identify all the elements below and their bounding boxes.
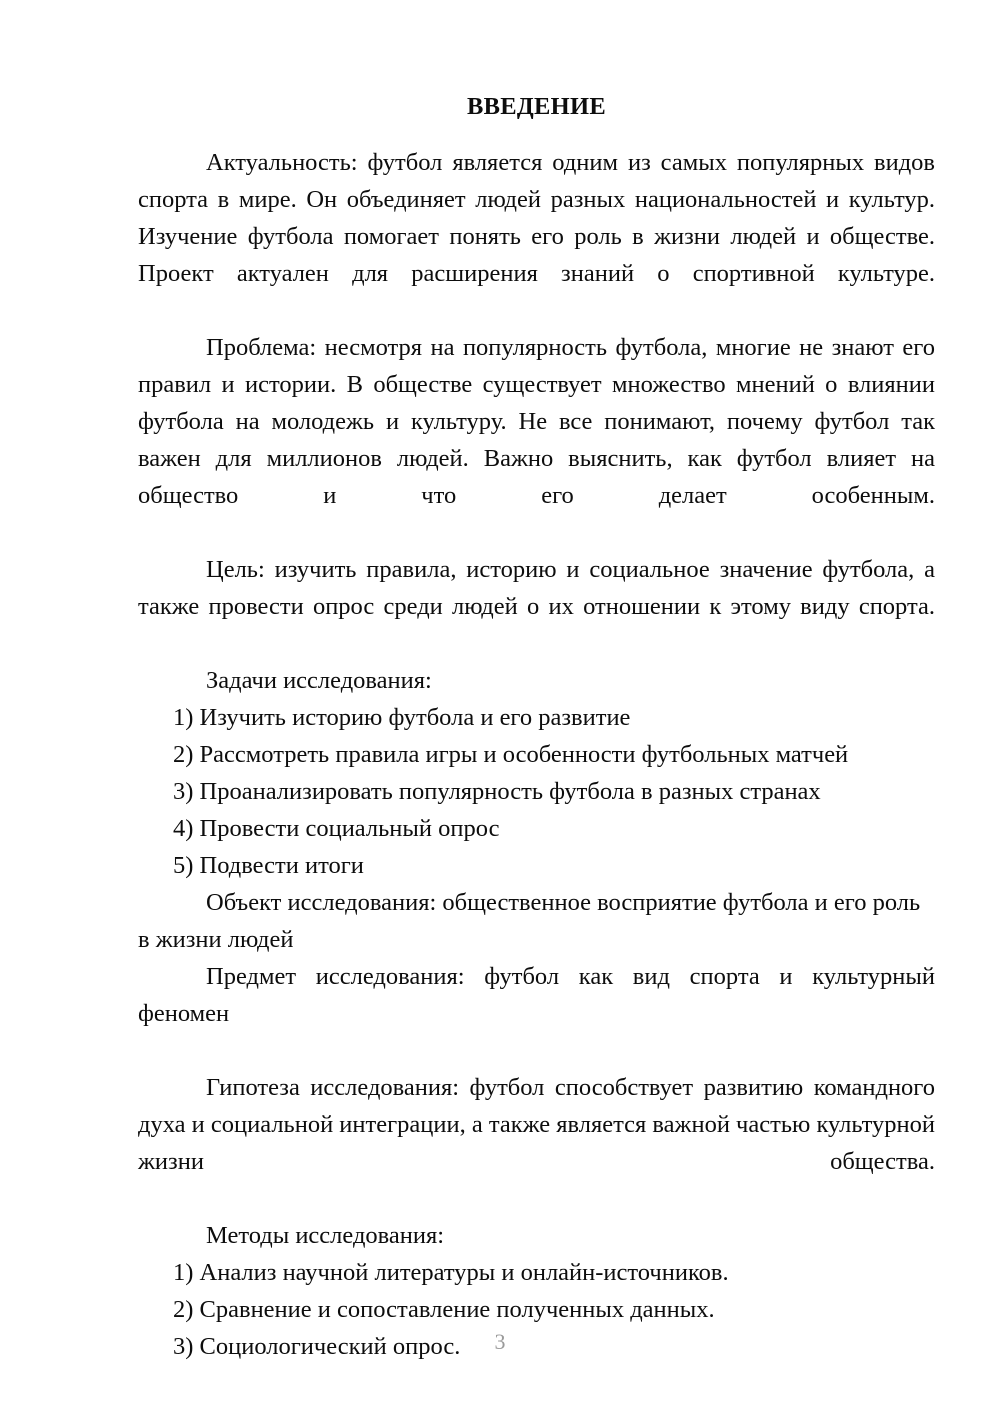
list-item: 5) Подвести итоги (173, 852, 364, 879)
page-number: 3 (494, 1329, 506, 1354)
paragraph-goal: Цель: изучить правила, историю и социальное значение футбола, а также провести опрос среди людей о их отношении к этому виду спорта. (138, 556, 935, 620)
list-item: 2) Рассмотреть правила игры и особенности футбольных матчей (173, 741, 849, 768)
list-item: 1) Анализ научной литературы и онлайн-источников. (173, 1259, 729, 1286)
tasks-section-title: Задачи исследования: (206, 667, 432, 694)
document-body (138, 88, 935, 1365)
list-item: 3) Социологический опрос. (173, 1333, 461, 1360)
paragraph-hypothesis: Гипотеза исследования: футбол способствует развитию командного духа и социальной интеграции, а также является важной частью культурной жизни общества. (138, 1074, 935, 1175)
paragraph-relevance: Актуальность: футбол является одним из самых популярных видов спорта в мире. Он объединяет людей разных национальностей и культур. Изучение футбола помогает понять его роль в жизни людей и обществе. Проект актуален для расширения знаний о спортивной культуре. (138, 149, 935, 287)
paragraph-subject: Предмет исследования: футбол как вид спорта и культурный феномен (138, 963, 935, 1027)
list-item: 1) Изучить историю футбола и его развитие (173, 704, 631, 731)
paragraph-object: Объект исследования: общественное восприятие футбола и его роль в жизни людей (138, 889, 921, 953)
methods-section-title: Методы исследования: (206, 1222, 445, 1249)
list-item: 3) Проанализировать популярность футбола в разных странах (173, 778, 821, 805)
list-item: 4) Провести социальный опрос (173, 815, 500, 842)
page-title: ВВЕДЕНИЕ (466, 93, 607, 120)
paragraph-problem: Проблема: несмотря на популярность футбола, многие не знают его правил и истории. В обществе существует множество мнений о влиянии футбола на молодежь и культуру. Не все понимают, почему футбол так важен для миллионов людей. Важно выяснить, как футбол влияет на общество и что его делает особенным. (138, 334, 935, 509)
list-item: 2) Сравнение и сопоставление полученных данных. (173, 1296, 715, 1323)
